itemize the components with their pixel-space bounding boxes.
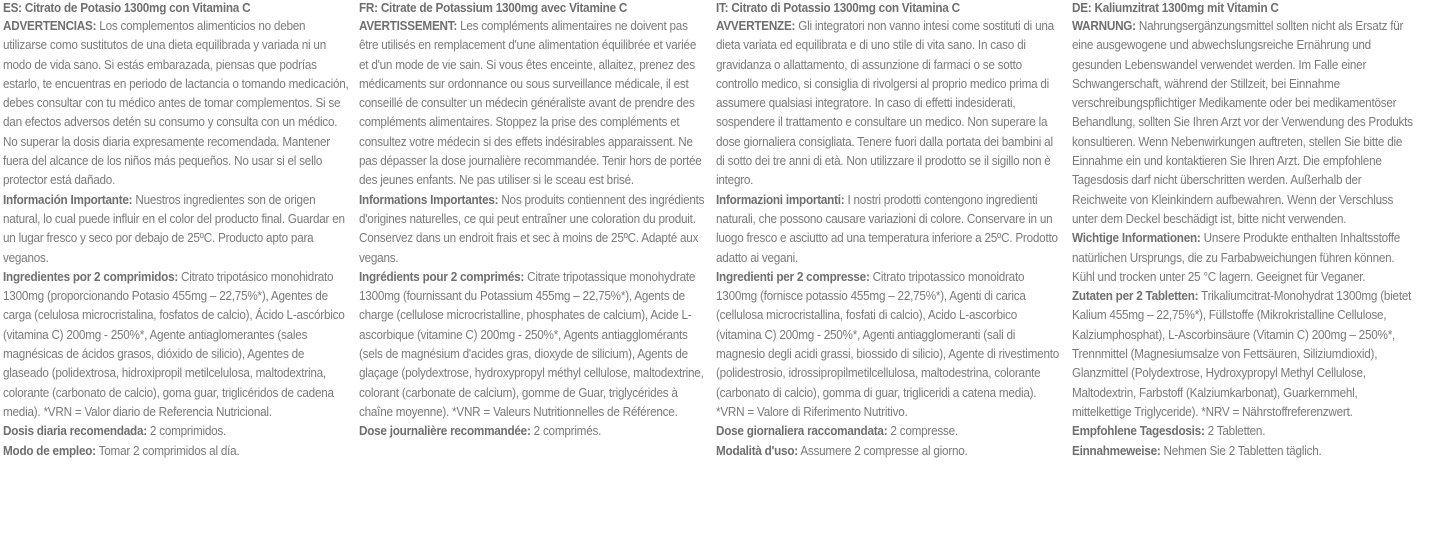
column-it <box>716 0 1063 539</box>
section-text: Nehmen Sie 2 Tabletten täglich. <box>1160 443 1322 458</box>
section-text: Nos produits contiennent des ingrédients d'origines naturelles, ce qui peut entraîner une coloration du produit. Conservez dans un endroit frais et sec à moins de 25ºC. Adapté aux vegans. <box>359 192 705 265</box>
section-label: Dose giornaliera raccomandata: <box>715 424 887 439</box>
section-text: I nostri prodotti contengono ingredienti naturali, che possono causare variazioni di colore. Conservare in un luogo fresco e asciutto ad una temperatura inferiore a 25ºC. Prodotto adatto ai vegani. <box>715 192 1058 265</box>
section-warnings <box>1072 17 1419 229</box>
section-text: 2 Tabletten. <box>1204 424 1265 439</box>
section-warnings <box>716 17 1063 191</box>
section-label: Informations Importantes: <box>359 192 499 207</box>
section-label: WARNUNG: <box>1071 19 1136 33</box>
section-label: Modalità d'uso: <box>715 443 798 458</box>
section-ingredients <box>1072 287 1419 422</box>
column-title: DE: Kaliumzitrat 1300mg mit Vitamin C <box>1071 1 1279 15</box>
section-important-info <box>3 191 350 268</box>
section-daily-dose <box>359 422 706 441</box>
column-es <box>3 0 350 539</box>
section-daily-dose <box>716 422 1063 441</box>
section-label: Ingredienti per 2 compresse: <box>715 269 870 284</box>
section-label: Dosis diaria recomendada: <box>3 424 147 439</box>
section-daily-dose <box>3 422 350 441</box>
section-warnings <box>3 17 350 191</box>
section-text: Unsere Produkte enthalten Inhaltsstoffe natürlichen Ursprungs, die zu Farbabweichungen führen können. Kühl und trocken unter 25 °C lagern. Geeignet für Veganer. <box>1071 231 1400 284</box>
column-title: IT: Citrato di Potassio 1300mg con Vitamina C <box>715 1 960 15</box>
section-important-info <box>1072 229 1419 287</box>
section-ingredients <box>716 268 1063 422</box>
section-directions <box>3 442 350 461</box>
section-text: 2 comprimidos. <box>146 424 227 439</box>
section-directions <box>716 442 1063 461</box>
section-ingredients <box>359 268 706 422</box>
column-title: FR: Citrate de Potassium 1300mg avec Vitamine C <box>359 1 628 15</box>
column-de <box>1072 0 1419 539</box>
section-text: 2 comprimés. <box>530 424 602 439</box>
section-text: Trikaliumcitrat-Monohydrat 1300mg (bietet Kalium 455mg – 22,75%*), Füllstoffe (Mikrokristalline Cellulose, Kalziumphosphat), L-Ascorbinsäure (Vitamin C) 200mg – 250%*, Trennmittel (Magnesiumsalze von Fettsäuren, Siliziumdioxid), Glanzmittel (Polydextrose, Hydroxypropyl Methyl Cellulose, Maltodextrin, Farbstoff (Kalziumkarbonat), Guarkernmehl, mittelkettige Triglyceride). *NRV = Nährstoffreferenzwert. <box>1071 289 1411 419</box>
section-label: Modo de empleo: <box>3 443 96 458</box>
section-ingredients <box>3 268 350 422</box>
section-text: Les compléments alimentaires ne doivent pas être utilisés en remplacement d'une alimentation équilibrée et variée et d'un mode de vie sain. Si vous êtes enceinte, allaitez, prenez des médicaments sur ordonnance ou sous surveillance médicale, il est conseillé de consulter un médecin généraliste avant de prendre des compléments alimentaires. Stoppez la prise des compléments et consultez votre médecin si des effets indésirables apparaissent. Ne pas dépasser la dose journalière recommandée. Tenir hors de portée des jeunes enfants. Ne pas utiliser si le sceau est brisé. <box>359 19 702 188</box>
section-label: AVVERTENZE: <box>715 19 795 33</box>
section-important-info <box>716 191 1063 268</box>
section-label: ADVERTENCIAS: <box>3 19 97 33</box>
section-label: AVERTISSEMENT: <box>359 19 458 33</box>
section-text: 2 compresse. <box>886 424 958 439</box>
section-text: Nuestros ingredientes son de origen natural, lo cual puede influir en el color del producto final. Guardar en un lugar fresco y seco por debajo de 25ºC. Producto apto para veganos. <box>3 192 345 265</box>
section-label: Dose journalière recommandée: <box>359 424 531 439</box>
section-text: Assumere 2 compresse al giorno. <box>797 443 968 458</box>
section-text: Citrato tripotassico monoidrato 1300mg (fornisce potassio 455mg – 22,75%*), Agenti di carica (cellulosa microcristallina, fosfati di calcio), Acido L-ascorbico (vitamina C) 200mg - 250%*, Agenti antiagglomeranti (sali di magnesio degli acidi grassi, biossido di silicio), Agente di rivestimento (polidestrosio, idrossipropilmetilcellulosa, maltodestrina, colorante (carbonato di calcio), gomma di guar, trigliceridi a catena media). *VRN = Valore di Riferimento Nutritivo. <box>715 269 1059 419</box>
section-label: Wichtige Informationen: <box>1071 231 1201 246</box>
section-label: Ingredientes por 2 comprimidos: <box>3 269 179 284</box>
section-daily-dose <box>1072 422 1419 441</box>
section-label: Información Importante: <box>3 192 133 207</box>
section-text: Los complementos alimenticios no deben utilizarse como sustitutos de una dieta equilibrada y variada ni un modo de vida sano. Si estás embarazada, piensas que podrías estarlo, te encuentras en periodo de lactancia o tomando medicación, debes consultar con tu médico antes de tomar complementos. Si se dan efectos adversos detén su consumo y consulta con un médico. No superar la dosis diaria expresamente recomendada. Mantener fuera del alcance de los niños más pequeños. No usar si el sello protector está dañado. <box>3 19 349 188</box>
section-text: Tomar 2 comprimidos al día. <box>95 443 240 458</box>
section-directions <box>1072 442 1419 461</box>
section-text: Citrato tripotásico monohidrato 1300mg (proporcionando Potasio 455mg – 22,75%*), Agentes de carga (celulosa microcristalina, fosfatos de calcio), Ácido L-ascórbico (vitamina C) 200mg - 250%*, Agente antiaglomerantes (sales magnésicas de ácidos grasos, dióxido de silicio), Agentes de glaseado (polidextrosa, hidroxipropil metilcelulosa, maltodextrina, colorante (carbonato de calcio), goma guar, triglicéridos de cadena media). *VRN = Valor diario de Referencia Nutricional. <box>3 269 345 419</box>
section-text: Nahrungsergänzungsmittel sollten nicht als Ersatz für eine ausgewogene und abwechslungsreiche Ernährung und gesunden Lebenswandel verwendet werden. Im Falle einer Schwangerschaft, während der Stillzeit, bei Einnahme verschreibungspflichtiger Medikamente oder bei medikamentöser Behandlung, sollten Sie Ihren Arzt vor der Verwendung des Produkts konsultieren. Wenn Nebenwirkungen auftreten, stellen Sie bitte die Einnahme ein und kontaktieren Sie Ihren Arzt. Die empfohlene Tagesdosis darf nicht überschritten werden. Außerhalb der Reichweite von Kleinkindern aufbewahren. Wenn der Verschluss unter dem Deckel beschädigt ist, bitte nicht verwenden. <box>1071 19 1413 226</box>
section-label: Ingrédients pour 2 comprimés: <box>359 269 525 284</box>
column-fr <box>359 0 706 539</box>
column-title: ES: Citrato de Potasio 1300mg con Vitamina C <box>3 1 251 15</box>
section-text: Citrate tripotassique monohydrate 1300mg (fournissant du Potassium 455mg – 22,75%*), Agents de charge (cellulose microcristalline, phosphates de calcium), Acide L-ascorbique (vitamine C) 200mg - 250%*, Agents antiagglomérants (sels de magnésium d'acides gras, dioxyde de silicium), Agents de glaçage (polydextrose, hydroxypropyl méthyl cellulose, maltodextrine, colorant (carbonate de calcium), gomme de Guar, triglycérides à chaîne moyenne). *VNR = Valeurs Nutritionnelles de Référence. <box>359 269 704 419</box>
section-warnings <box>359 17 706 191</box>
section-label: Einnahmeweise: <box>1071 443 1161 458</box>
section-text: Gli integratori non vanno intesi come sostituti di una dieta variata ed equilibrata e di uno stile di vita sano. In caso di gravidanza o allattamento, di assunzione di farmaci o se sotto controllo medico, si consiglia di rivolgersi al proprio medico prima di assumere qualsiasi integratore. In caso di effetti indesiderati, sospendere il trattamento e consultare un medico. Non superare la dose giornaliera consigliata. Tenere fuori dalla portata dei bambini al di sotto dei tre anni di età. Non utilizzare il prodotto se il sigillo non è integro. <box>715 19 1054 188</box>
section-label: Zutaten per 2 Tabletten: <box>1071 289 1199 304</box>
section-label: Empfohlene Tagesdosis: <box>1071 424 1205 439</box>
section-important-info <box>359 191 706 268</box>
section-label: Informazioni importanti: <box>715 192 844 207</box>
